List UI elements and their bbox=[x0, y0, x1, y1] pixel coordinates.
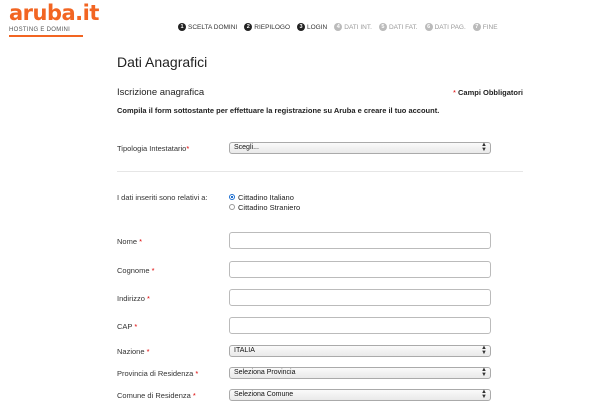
comune-select[interactable] bbox=[229, 389, 491, 401]
step-dati-fat bbox=[379, 23, 418, 31]
intro-text: Compila il form sottostante per effettuare la registrazione su Aruba e creare il tuo account. bbox=[117, 106, 440, 115]
provincia-value: Seleziona Provincia bbox=[234, 369, 296, 376]
provincia-label-text: Provincia di Residenza bbox=[117, 369, 194, 378]
step-label: DATI FAT. bbox=[388, 23, 418, 31]
comune-label-text: Comune di Residenza bbox=[117, 391, 191, 400]
required-note-text: Campi Obbligatori bbox=[457, 88, 523, 97]
cap-label-text: CAP bbox=[117, 322, 133, 331]
step-label: DATI INT. bbox=[344, 23, 372, 31]
step-number: 7 bbox=[473, 23, 481, 31]
required-star: * bbox=[146, 347, 150, 356]
indirizzo-label-text: Indirizzo bbox=[117, 294, 145, 303]
radio-label: Cittadino Straniero bbox=[238, 202, 301, 212]
step-label: LOGIN bbox=[307, 23, 328, 31]
cognome-input[interactable] bbox=[229, 261, 491, 278]
required-star: * bbox=[452, 88, 456, 97]
step-label: FINE bbox=[482, 23, 498, 31]
tipologia-value: Scegli... bbox=[234, 144, 259, 151]
logo-underline bbox=[9, 35, 83, 37]
nome-label-text: Nome bbox=[117, 237, 138, 246]
nazione-label-text: Nazione bbox=[117, 347, 145, 356]
step-login[interactable] bbox=[297, 23, 327, 31]
row-dati-relativi bbox=[117, 192, 523, 216]
step-number: 5 bbox=[379, 23, 387, 31]
logo-wordmark: aruba.it bbox=[9, 1, 99, 25]
row-nazione bbox=[117, 345, 523, 365]
step-label: SCELTA DOMINI bbox=[188, 23, 238, 31]
row-indirizzo bbox=[117, 289, 523, 309]
step-number: 6 bbox=[425, 23, 433, 31]
required-star: * bbox=[147, 294, 150, 303]
required-star: * bbox=[192, 391, 196, 400]
row-cap bbox=[117, 317, 523, 337]
header bbox=[0, 0, 610, 40]
step-label: DATI PAG. bbox=[434, 23, 466, 31]
up-down-arrows-icon: ▲ ▼ bbox=[481, 345, 487, 356]
cognome-label bbox=[117, 266, 155, 275]
step-number: 3 bbox=[297, 23, 305, 31]
row-tipologia bbox=[117, 142, 523, 162]
provincia-select[interactable] bbox=[229, 367, 491, 379]
step-riepilogo[interactable] bbox=[244, 23, 290, 31]
up-down-arrows-icon: ▲ ▼ bbox=[481, 389, 487, 400]
required-star: * bbox=[195, 369, 199, 378]
nazione-select[interactable] bbox=[229, 345, 491, 357]
up-down-arrows-icon: ▲ ▼ bbox=[481, 367, 487, 378]
nazione-label bbox=[117, 347, 150, 356]
indirizzo-input[interactable] bbox=[229, 289, 491, 306]
aruba-logo[interactable] bbox=[9, 1, 99, 33]
step-dati-int bbox=[334, 23, 372, 31]
required-star: * bbox=[151, 266, 155, 275]
step-number: 2 bbox=[244, 23, 252, 31]
row-cognome bbox=[117, 261, 523, 281]
nome-input[interactable] bbox=[229, 232, 491, 249]
checkout-steps bbox=[178, 23, 505, 31]
provincia-label bbox=[117, 369, 198, 378]
radio-unselected-icon bbox=[229, 204, 235, 210]
radio-selected-icon bbox=[229, 194, 235, 200]
step-scelta-domini[interactable] bbox=[178, 23, 237, 31]
row-provincia bbox=[117, 367, 523, 387]
step-dati-pag bbox=[425, 23, 466, 31]
tipologia-label-text: Tipologia Intestatario bbox=[117, 144, 187, 153]
dati-relativi-label: I dati inseriti sono relativi a: bbox=[117, 193, 208, 202]
step-label: RIEPILOGO bbox=[254, 23, 291, 31]
cap-input[interactable] bbox=[229, 317, 491, 334]
cognome-label-text: Cognome bbox=[117, 266, 150, 275]
radio-label: Cittadino Italiano bbox=[238, 192, 294, 202]
tipologia-select[interactable] bbox=[229, 142, 491, 154]
required-star: * bbox=[139, 237, 143, 246]
page-title: Dati Anagrafici bbox=[117, 54, 208, 70]
radio-cittadino-italiano[interactable] bbox=[229, 192, 300, 202]
section-title: Iscrizione anagrafica bbox=[117, 87, 205, 98]
required-fields-note bbox=[453, 88, 523, 97]
required-star: * bbox=[134, 322, 138, 331]
tipologia-label bbox=[117, 144, 189, 153]
comune-label bbox=[117, 391, 196, 400]
row-nome bbox=[117, 232, 523, 252]
radio-cittadino-straniero[interactable] bbox=[229, 202, 300, 212]
step-number: 4 bbox=[334, 23, 342, 31]
up-down-arrows-icon: ▲ ▼ bbox=[481, 142, 487, 153]
cap-label bbox=[117, 322, 137, 331]
required-star: * bbox=[186, 144, 190, 153]
section-divider bbox=[117, 171, 523, 172]
step-number: 1 bbox=[178, 23, 186, 31]
comune-value: Seleziona Comune bbox=[234, 391, 294, 398]
step-fine bbox=[473, 23, 498, 31]
indirizzo-label bbox=[117, 294, 150, 303]
nazione-value: ITALIA bbox=[234, 347, 255, 354]
nome-label bbox=[117, 237, 142, 246]
logo-tagline: HOSTING E DOMINI bbox=[9, 27, 71, 33]
cittadinanza-radio-group bbox=[229, 192, 300, 212]
row-comune bbox=[117, 389, 523, 409]
